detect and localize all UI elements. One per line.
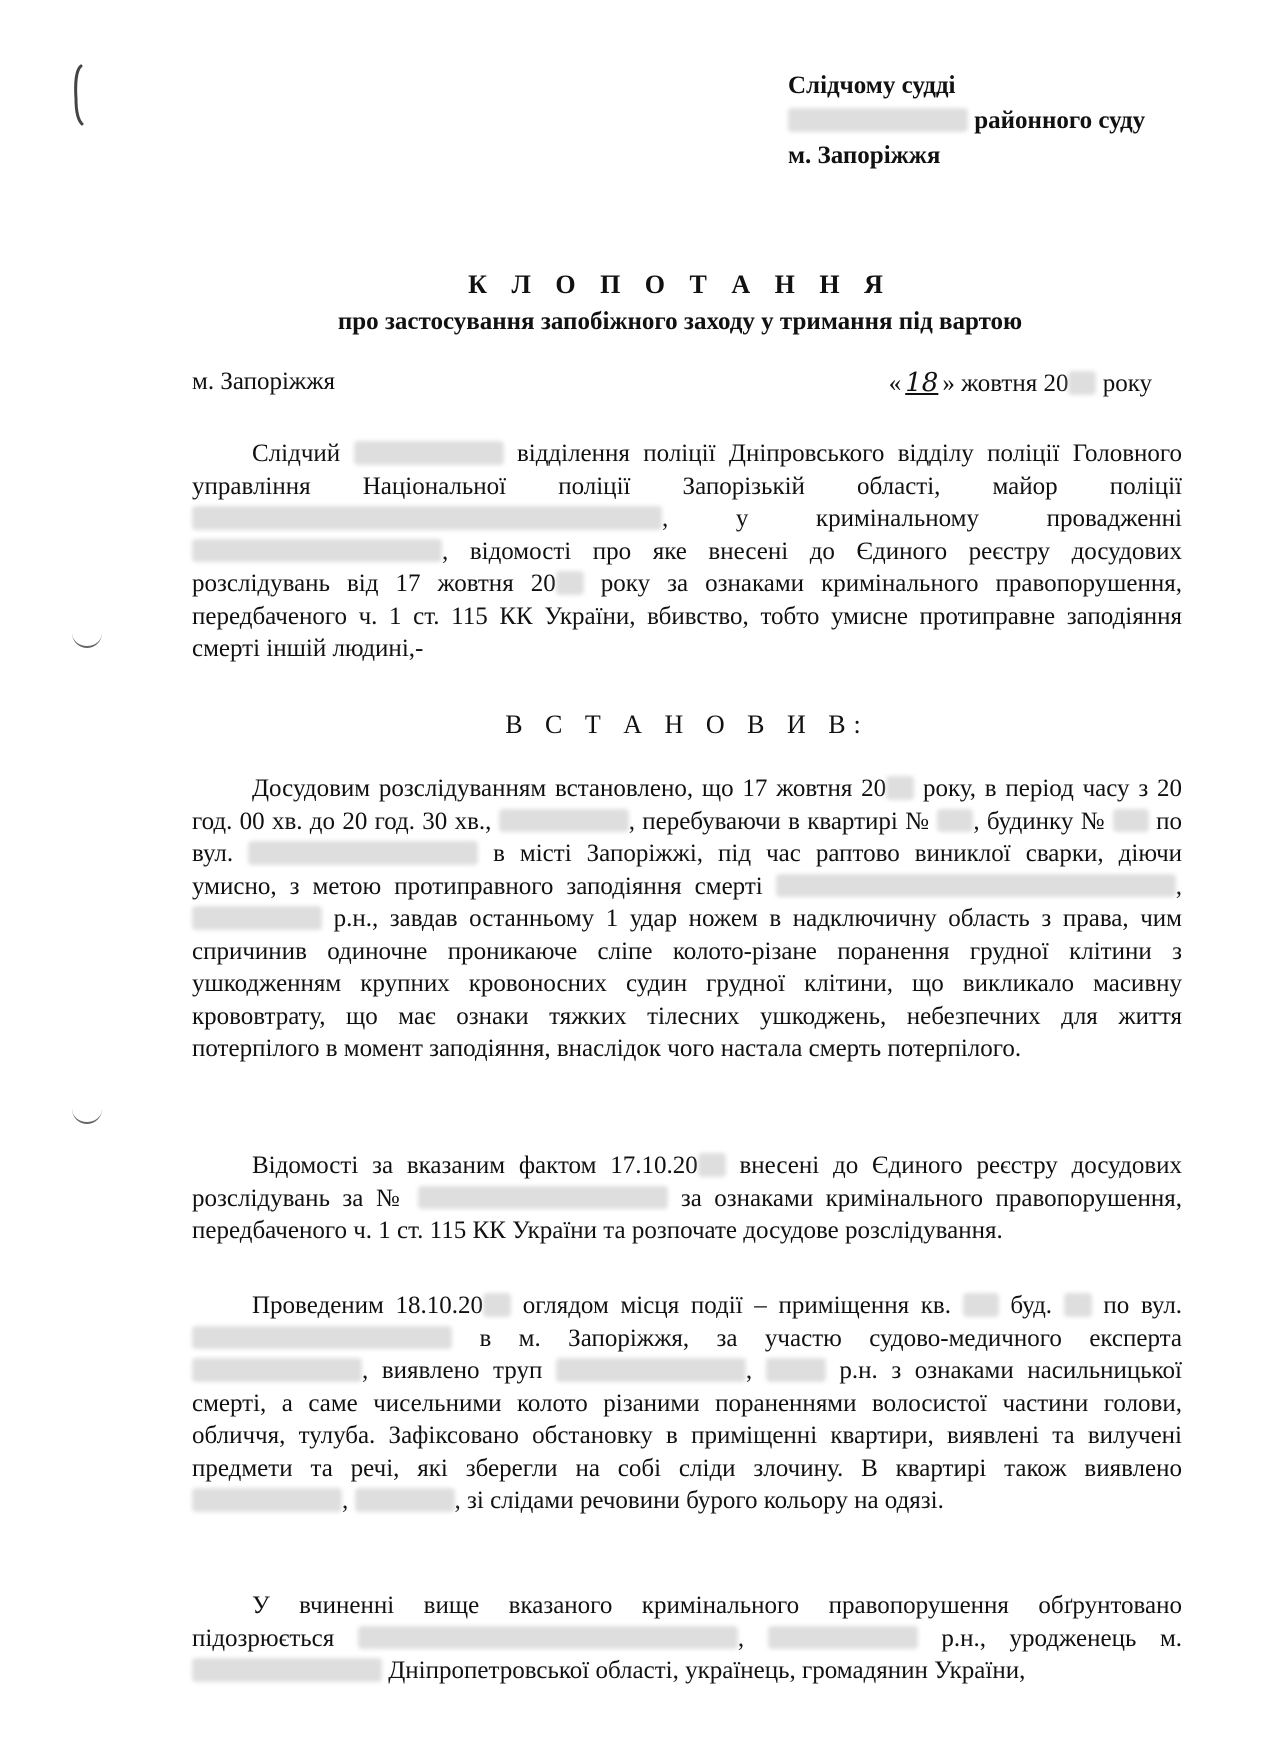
redacted-building (1113, 809, 1149, 833)
redacted-birthplace (192, 1658, 382, 1682)
redacted-apartment (937, 809, 973, 833)
redacted-register-number (418, 1186, 668, 1210)
redacted-birthdate (768, 1626, 918, 1650)
redacted-year (483, 1293, 511, 1317)
place-date-line (192, 368, 1152, 402)
paragraph: Відомості за вказаним фактом 17.10.20 внесені до Єдиного реєстру досудових розслідувань за № за ознаками кримінального правопорушення, передбаченого ч. 1 ст. 115 КК України та розпочате досудове розслідування. (192, 1152, 1183, 1244)
redacted-suspect-name (192, 1488, 342, 1512)
paragraph: Досудовим розслідуванням встановлено, що 17 жовтня 20 року, в період часу з 20 год. 00 хв. до 20 год. 30 хв., , перебуваючи в квартирі № , будинку № по вул. в місті Запоріжжі, під час раптово виниклої сварки, діючи умисно, з метою протиправного заподіяння смерті , р.н., завдав останньому 1 удар ножем в надключичну область з права, чим спричинив одиночне проникаюче сліпе колото-різане поранення грудної клітини з ушкодженням крупних кровоносних судин грудної клітини, що викликало масивну крововтрату, що має ознаки тяжких тілесних ушкоджень, небезпечних для життя потерпілого в момент заподіяння, внаслідок чого настала смерть потерпілого. (192, 775, 1183, 1062)
document-title: К Л О П О Т А Н Н Я (468, 270, 892, 299)
redacted-apartment (963, 1293, 999, 1317)
redacted-birthdate (355, 1488, 455, 1512)
redacted-investigator-name (192, 506, 662, 530)
punch-hole-mark (72, 1108, 102, 1124)
redacted-birthdate (192, 906, 322, 930)
intro-paragraph: Слідчий відділення поліції Дніпровського відділу поліції Головного управління Національної поліції Запорізькій області, майор поліції , у кримінальному провадженні , відомості про яке внесені до Єдиного реєстру досудових розслідувань від 17 жовтня 20 року за ознаками кримінального правопорушення, передбаченого ч. 1 ст. 115 КК України, вбивство, тобто умисне протиправне заподіяння смерті іншій людині,- (192, 440, 1183, 662)
redacted-street (192, 1326, 452, 1350)
addressee-line: районного суду (788, 103, 1145, 138)
redacted-court-name (788, 108, 968, 132)
document-date: « 18 » жовтня 20 року (888, 368, 1152, 398)
redacted-victim-name (556, 1358, 746, 1382)
punch-hole-mark (72, 632, 102, 648)
staple-mark (72, 64, 86, 126)
addressee-block (788, 68, 1145, 173)
addressee-line: м. Запоріжжя (788, 142, 941, 169)
section-heading: В С Т А Н О В И В: (505, 710, 869, 739)
addressee-line: Слідчому судді (788, 72, 956, 99)
redacted-victim-name (776, 874, 1176, 898)
redacted-suspect-name (499, 809, 629, 833)
place-city: м. Запоріжжя (192, 368, 335, 395)
redacted-expert-name (192, 1358, 362, 1382)
redacted-birthdate (766, 1358, 826, 1382)
redacted-building (1064, 1293, 1092, 1317)
redacted-case-number (192, 539, 442, 563)
handwritten-day: 18 (905, 368, 939, 398)
redacted-year (886, 776, 914, 800)
redacted-year (556, 571, 584, 595)
redacted-suspect-name (358, 1626, 738, 1650)
document-subtitle: про застосування запобіжного заходу у тримання під вартою (337, 308, 1023, 335)
redacted-department (354, 441, 504, 465)
redacted-street (248, 841, 478, 865)
redacted-year (698, 1153, 726, 1177)
paragraph: У вчиненні вище вказаного кримінального правопорушення обґрунтовано підозрюється , р.н., уродженець м. Дніпропетровської області, українець, громадянин України, (192, 1592, 1183, 1684)
paragraph: Проведеним 18.10.20 оглядом місця події – приміщення кв. буд. по вул. в м. Запоріжжя, за участю судово-медичного експерта , виявлено труп , р.н. з ознаками насильницької смерті, а саме чисельними колото різаними пораненнями волосистої частини голови, обличчя, тулуба. Зафіксовано обстановку в приміщенні квартири, виявлені та вилучені предмети та речі, які зберегли на собі сліди злочину. В квартирі також виявлено , , зі слідами речовини бурого кольору на одязі. (192, 1292, 1183, 1514)
redacted-year (1068, 371, 1096, 395)
